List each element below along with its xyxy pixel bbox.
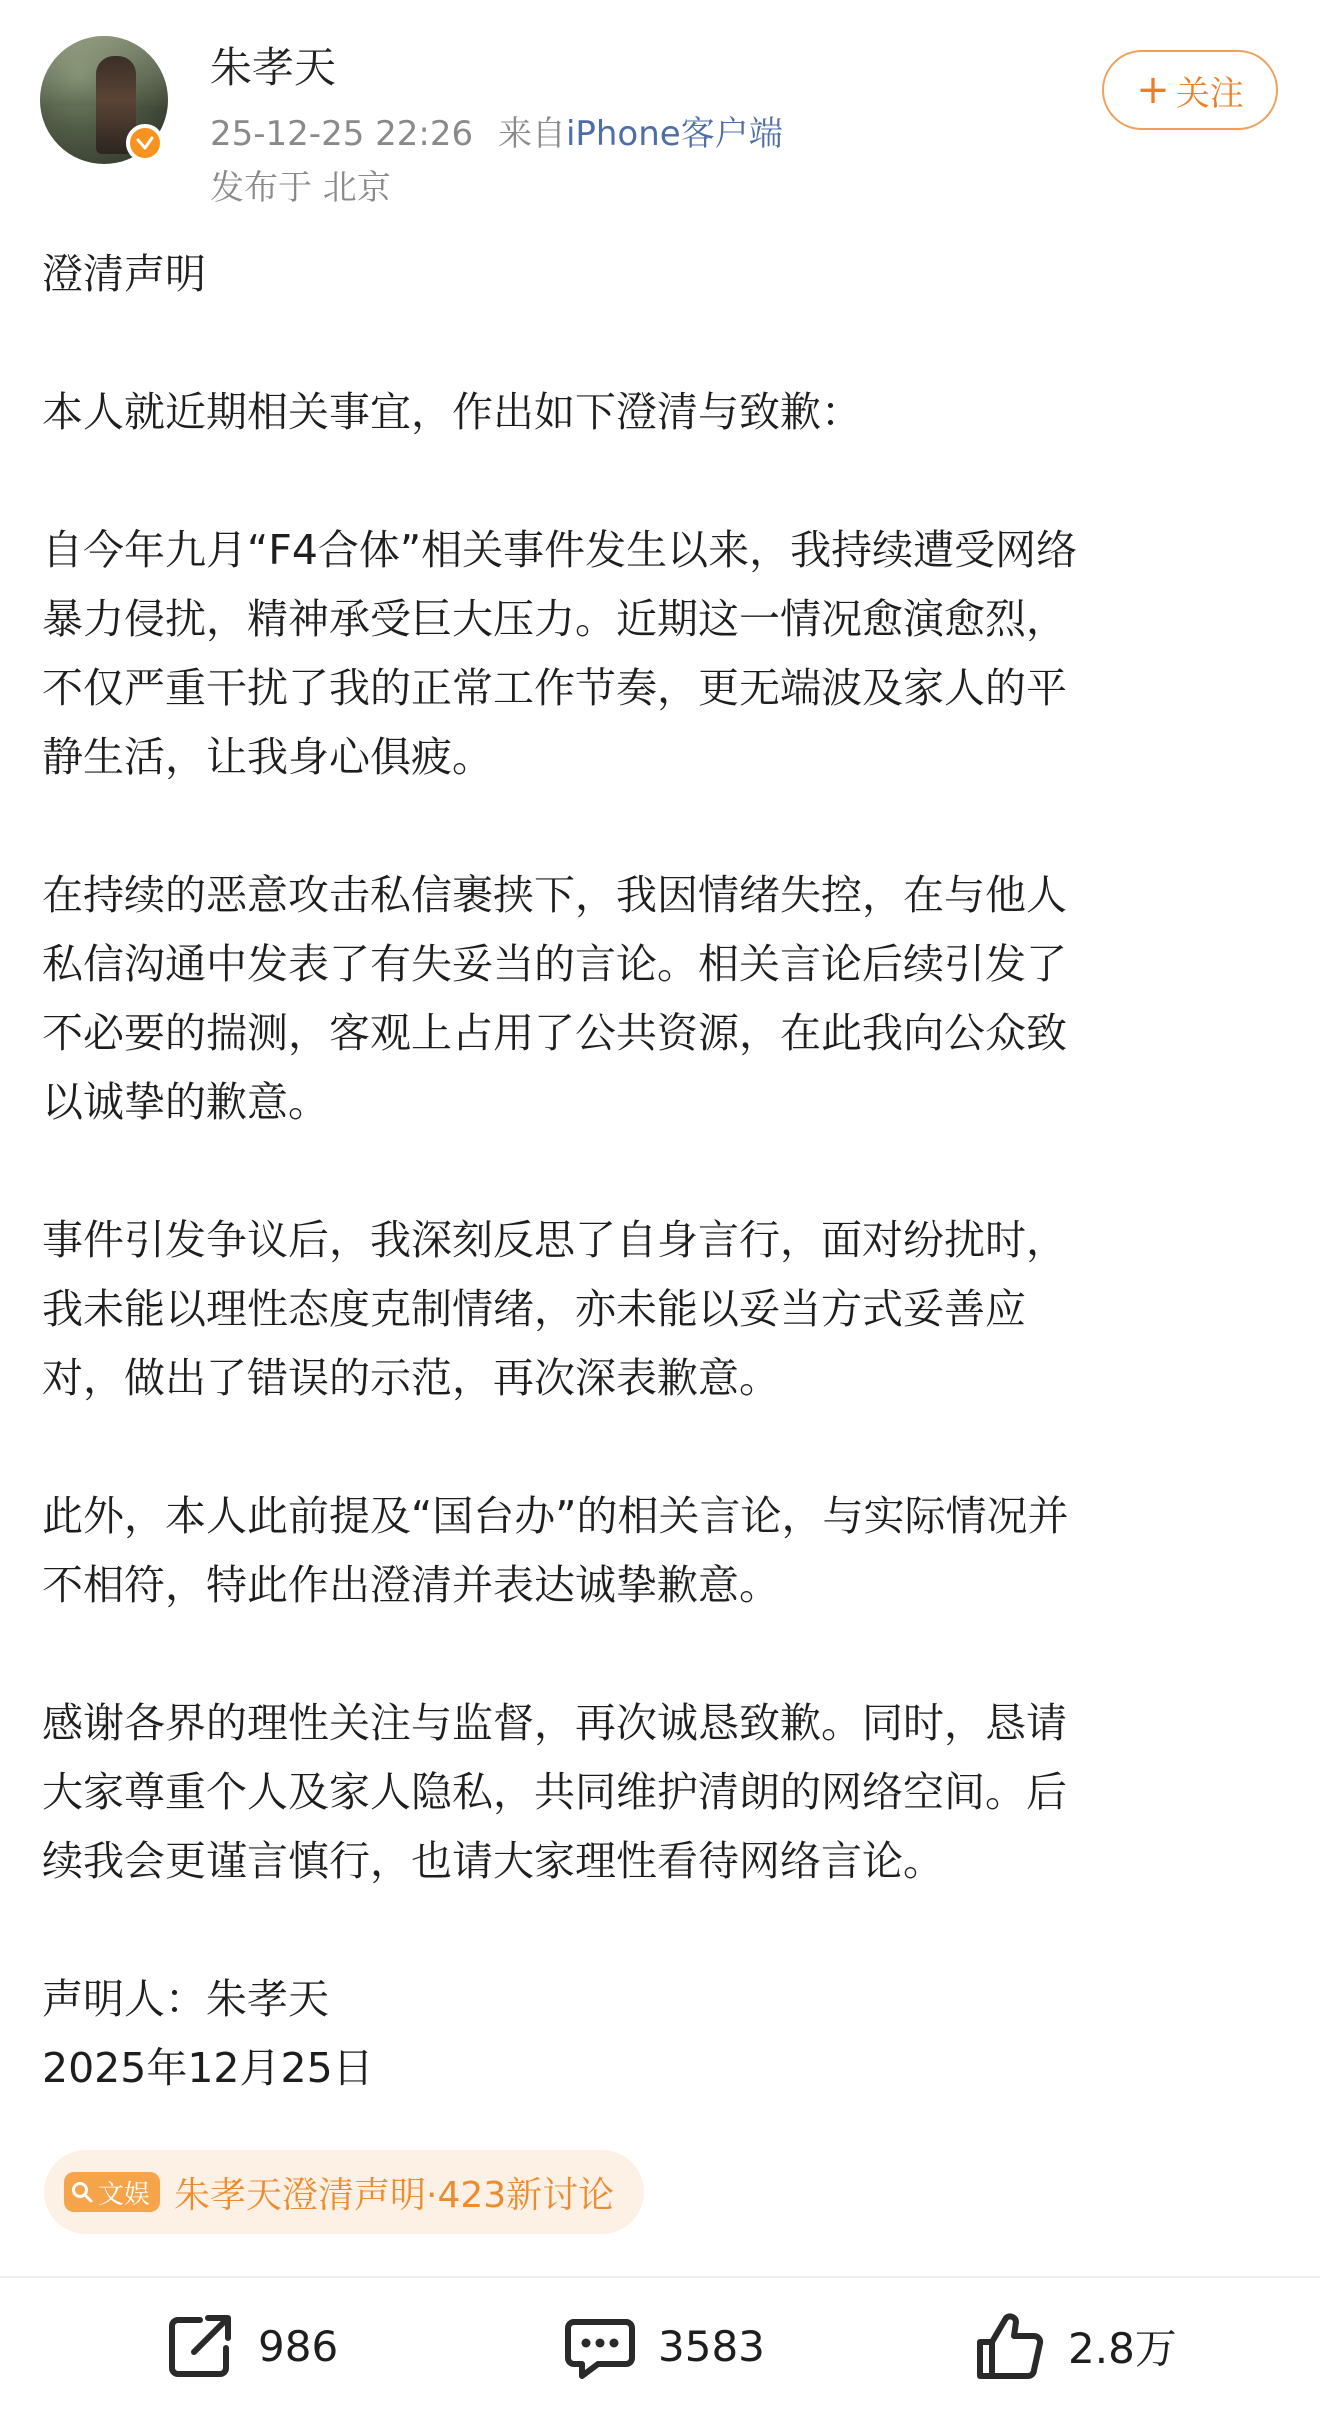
like-count: 2.8万 [1068, 2324, 1177, 2373]
post-signature: 声明人：朱孝天 2025年12月25日 [42, 1975, 374, 2092]
post-timestamp: 25-12-25 22:26 [210, 114, 474, 154]
post-meta [210, 112, 783, 156]
follow-button[interactable] [1102, 50, 1278, 130]
topic-text: 朱孝天澄清声明·423新讨论 [174, 2174, 615, 2216]
follow-label: 关注 [1175, 73, 1244, 114]
comment-count: 3583 [658, 2321, 765, 2371]
post-paragraph: 自今年九月“F4合体”相关事件发生以来，我持续遭受网络 暴力侵扰，精神承受巨大压力。近期这一情况愈演愈烈， 不仅严重干扰了我的正常工作节奏，更无端波及家人的平 静生活，让我身心俱疲。 [42, 526, 1078, 781]
comment-icon [560, 2306, 640, 2386]
post-header [0, 0, 1320, 230]
post-paragraph: 此外，本人此前提及“国台办”的相关言论，与实际情况并 不相符，特此作出澄清并表达诚挚歉意。 [42, 1492, 1069, 1609]
plus-icon: + [1136, 67, 1170, 113]
topic-category-label: 文娱 [98, 2179, 151, 2210]
share-count: 986 [258, 2321, 339, 2371]
topic-category-tag [64, 2172, 160, 2212]
thumbs-up-icon [970, 2306, 1050, 2386]
comment-button[interactable] [560, 2306, 765, 2386]
action-bar [0, 2278, 1320, 2418]
source-app-link[interactable]: iPhone客户端 [565, 114, 783, 154]
source-prefix: 来自 [497, 114, 566, 154]
post-paragraph: 感谢各界的理性关注与监督，再次诚恳致歉。同时，恳请 大家尊重个人及家人隐私，共同维护清朗的网络空间。后 续我会更谨言慎行，也请大家理性看待网络言论。 [42, 1699, 1067, 1885]
search-icon [70, 2180, 94, 2204]
topic-link[interactable] [44, 2150, 644, 2234]
post-paragraph: 事件引发争议后，我深刻反思了自身言行，面对纷扰时， 我未能以理性态度克制情绪，亦未能以妥当方式妥善应 对，做出了错误的示范，再次深表歉意。 [42, 1216, 1067, 1402]
post-title: 澄清声明 [42, 250, 206, 298]
share-button[interactable] [160, 2306, 338, 2386]
post-paragraph: 本人就近期相关事宜，作出如下澄清与致歉： [42, 388, 862, 436]
like-button[interactable] [970, 2306, 1177, 2386]
verified-badge-icon [126, 124, 164, 162]
post-body [42, 240, 1282, 2103]
username[interactable]: 朱孝天 [210, 43, 337, 92]
post-paragraph: 在持续的恶意攻击私信裹挟下，我因情绪失控，在与他人 私信沟通中发表了有失妥当的言论。相关言论后续引发了 不必要的揣测，客观上占用了公共资源，在此我向公众致 以诚挚的歉意。 [42, 871, 1067, 1126]
post-location: 发布于 北京 [210, 168, 391, 208]
share-icon [160, 2306, 240, 2386]
